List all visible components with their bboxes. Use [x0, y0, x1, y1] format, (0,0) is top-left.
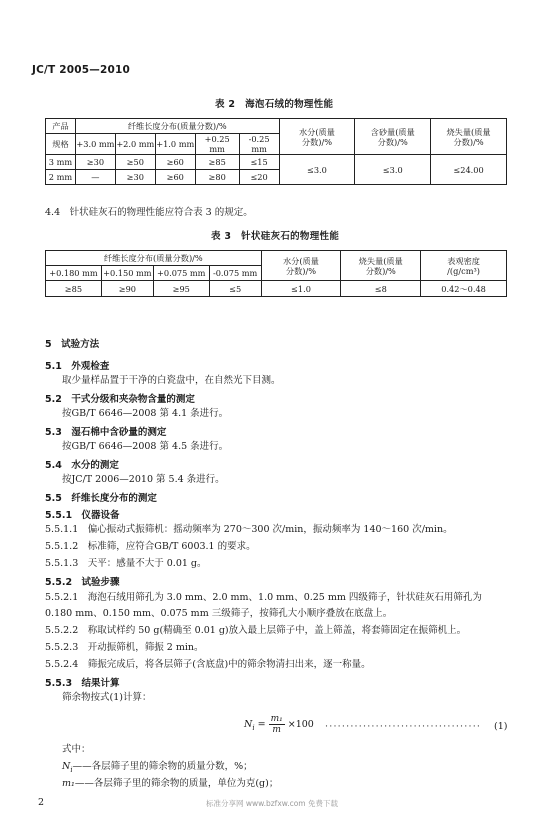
where-label: 式中： [62, 744, 91, 755]
t3-fiber-col: +0.150 mm [101, 266, 153, 281]
t3-cell: ≥95 [153, 281, 209, 297]
t3-head-density: 表观密度 /(g/cm³) [421, 251, 507, 281]
t3-fiber-col: +0.180 mm [46, 266, 102, 281]
section-5-1-text: 取少量样品置于干净的白瓷盘中，在自然光下目测。 [62, 375, 281, 386]
table-row [46, 155, 507, 170]
section-5-5-2-3: 5.5.2.3 开动振筛机，筛振 2 min。 [45, 642, 204, 653]
t2-cell: — [75, 170, 115, 185]
section-5-5-1-heading: 5.5.1 仪器设备 [45, 510, 120, 521]
t2-cell: ≥30 [75, 155, 115, 170]
t3-cell: ≤1.0 [261, 281, 341, 297]
section-5-5-1-1: 5.5.1.1 偏心振动式振筛机：摇动频率为 270～300 次/min，振动频率为 140～160 次/min。 [45, 524, 453, 535]
section-5-5-1-3: 5.5.1.3 天平：感量不大于 0.01 g。 [45, 558, 207, 569]
section-5-5-1-2: 5.5.1.2 标准筛，应符合GB/T 6003.1 的要求。 [45, 541, 256, 552]
paragraph-4-4: 4.4 针状硅灰石的物理性能应符合表 3 的规定。 [45, 207, 253, 218]
t2-spec: 2 mm [46, 170, 76, 185]
t2-moisture: ≤3.0 [279, 155, 355, 185]
page-number: 2 [38, 797, 45, 808]
t3-head-moisture: 水分(质量 分数)/% [261, 251, 341, 281]
t3-cell: ≥90 [101, 281, 153, 297]
t2-fiber-col: -0.25 mm [239, 134, 279, 155]
t2-head-product: 产品 [46, 119, 76, 134]
t3-cell: 0.42～0.48 [421, 281, 507, 297]
section-5-5-2-1-line2: 0.180 mm、0.150 mm、0.075 mm 三级筛子，按筛孔大小顺序叠放在底盘上。 [45, 608, 393, 619]
section-5-heading: 5 试验方法 [45, 339, 100, 350]
t2-cell: ≥85 [195, 155, 239, 170]
table-row [46, 281, 507, 297]
table3 [45, 250, 507, 297]
t3-fiber-col: -0.075 mm [209, 266, 261, 281]
section-5-5-2-2: 5.5.2.2 称取试样约 50 g(精确至 0.01 g)放入最上层筛子中，盖上筛盖，将套筛固定在振筛机上。 [45, 625, 467, 636]
t2-head-spec: 规格 [46, 134, 76, 155]
table3-caption: 表 3 针状硅灰石的物理性能 [211, 231, 340, 242]
formula: $N_i$ = $\frac{\text{m₁}}{m}$ ×100 [244, 714, 314, 735]
section-5-5-heading: 5.5 纤维长度分布的测定 [45, 493, 157, 504]
t2-spec: 3 mm [46, 155, 76, 170]
section-5-4-heading: 5.4 水分的测定 [45, 460, 119, 471]
t2-fiber-col: +2.0 mm [115, 134, 155, 155]
t3-cell: ≥85 [46, 281, 102, 297]
section-5-1-heading: 5.1 外观检查 [45, 361, 110, 372]
t2-cell: ≤15 [239, 155, 279, 170]
section-5-5-3-text: 筛余物按式(1)计算： [62, 692, 152, 703]
t2-cell: ≤20 [239, 170, 279, 185]
t3-cell: ≤5 [209, 281, 261, 297]
t2-cell: ≥50 [115, 155, 155, 170]
section-5-5-2-heading: 5.5.2 试验步骤 [45, 577, 120, 588]
t2-head-sand: 含砂量(质量 分数)/% [355, 119, 431, 155]
t2-cell: ≥30 [115, 170, 155, 185]
t2-cell: ≥60 [155, 170, 195, 185]
section-5-5-3-heading: 5.5.3 结果计算 [45, 678, 120, 689]
section-5-2-heading: 5.2 干式分级和夹杂物含量的测定 [45, 394, 195, 405]
definition-ni: $N_i——$各层筛子里的筛余物的质量分数，%； [62, 761, 253, 774]
definition-m1: m₁——各层筛子里的筛余物的质量，单位为克(g)； [62, 778, 279, 789]
section-5-5-2-1-line1: 5.5.2.1 海泡石绒用筛孔为 3.0 mm、2.0 mm、1.0 mm、0.25 mm 四级筛子，针状硅灰石用筛孔为 [45, 592, 482, 603]
section-5-5-2-4: 5.5.2.4 筛振完成后，将各层筛子(含底盘)中的筛余物清扫出来，逐一称量。 [45, 659, 371, 670]
table2-caption: 表 2 海泡石绒的物理性能 [215, 99, 334, 110]
t3-fiber-col: +0.075 mm [153, 266, 209, 281]
t2-cell: ≥60 [155, 155, 195, 170]
t2-fiber-col: +0.25 mm [195, 134, 239, 155]
t2-cell: ≥80 [195, 170, 239, 185]
t2-loss: ≤24.00 [431, 155, 507, 185]
t2-fiber-col: +3.0 mm [75, 134, 115, 155]
formula-number: (1) [494, 721, 508, 732]
t2-fiber-col: +1.0 mm [155, 134, 195, 155]
t3-head-loss: 烧失量(质量 分数)/% [341, 251, 421, 281]
section-5-3-heading: 5.3 湿石棉中含砂量的测定 [45, 427, 167, 438]
t2-head-fiber: 纤维长度分布(质量分数)/% [75, 119, 279, 134]
t3-head-fiber: 纤维长度分布(质量分数)/% [46, 251, 262, 266]
section-5-2-text: 按GB/T 6646—2008 第 4.1 条进行。 [62, 408, 229, 419]
section-5-4-text: 按JC/T 2006—2010 第 5.4 条进行。 [62, 474, 225, 485]
t2-head-loss: 烧失量(质量 分数)/% [431, 119, 507, 155]
section-5-3-text: 按GB/T 6646—2008 第 4.5 条进行。 [62, 441, 229, 452]
t2-head-moisture: 水分(质量 分数)/% [279, 119, 355, 155]
table2 [45, 118, 507, 185]
formula-fraction: $\frac{\text{m₁}}{m}$ [270, 714, 283, 735]
standard-code: JC/T 2005—2010 [32, 64, 131, 76]
t2-sand: ≤3.0 [355, 155, 431, 185]
footer-watermark: 标准分享网 www.bzfxw.com 免费下载 [206, 799, 338, 808]
t3-cell: ≤8 [341, 281, 421, 297]
formula-leaders: ····································· [325, 721, 482, 732]
